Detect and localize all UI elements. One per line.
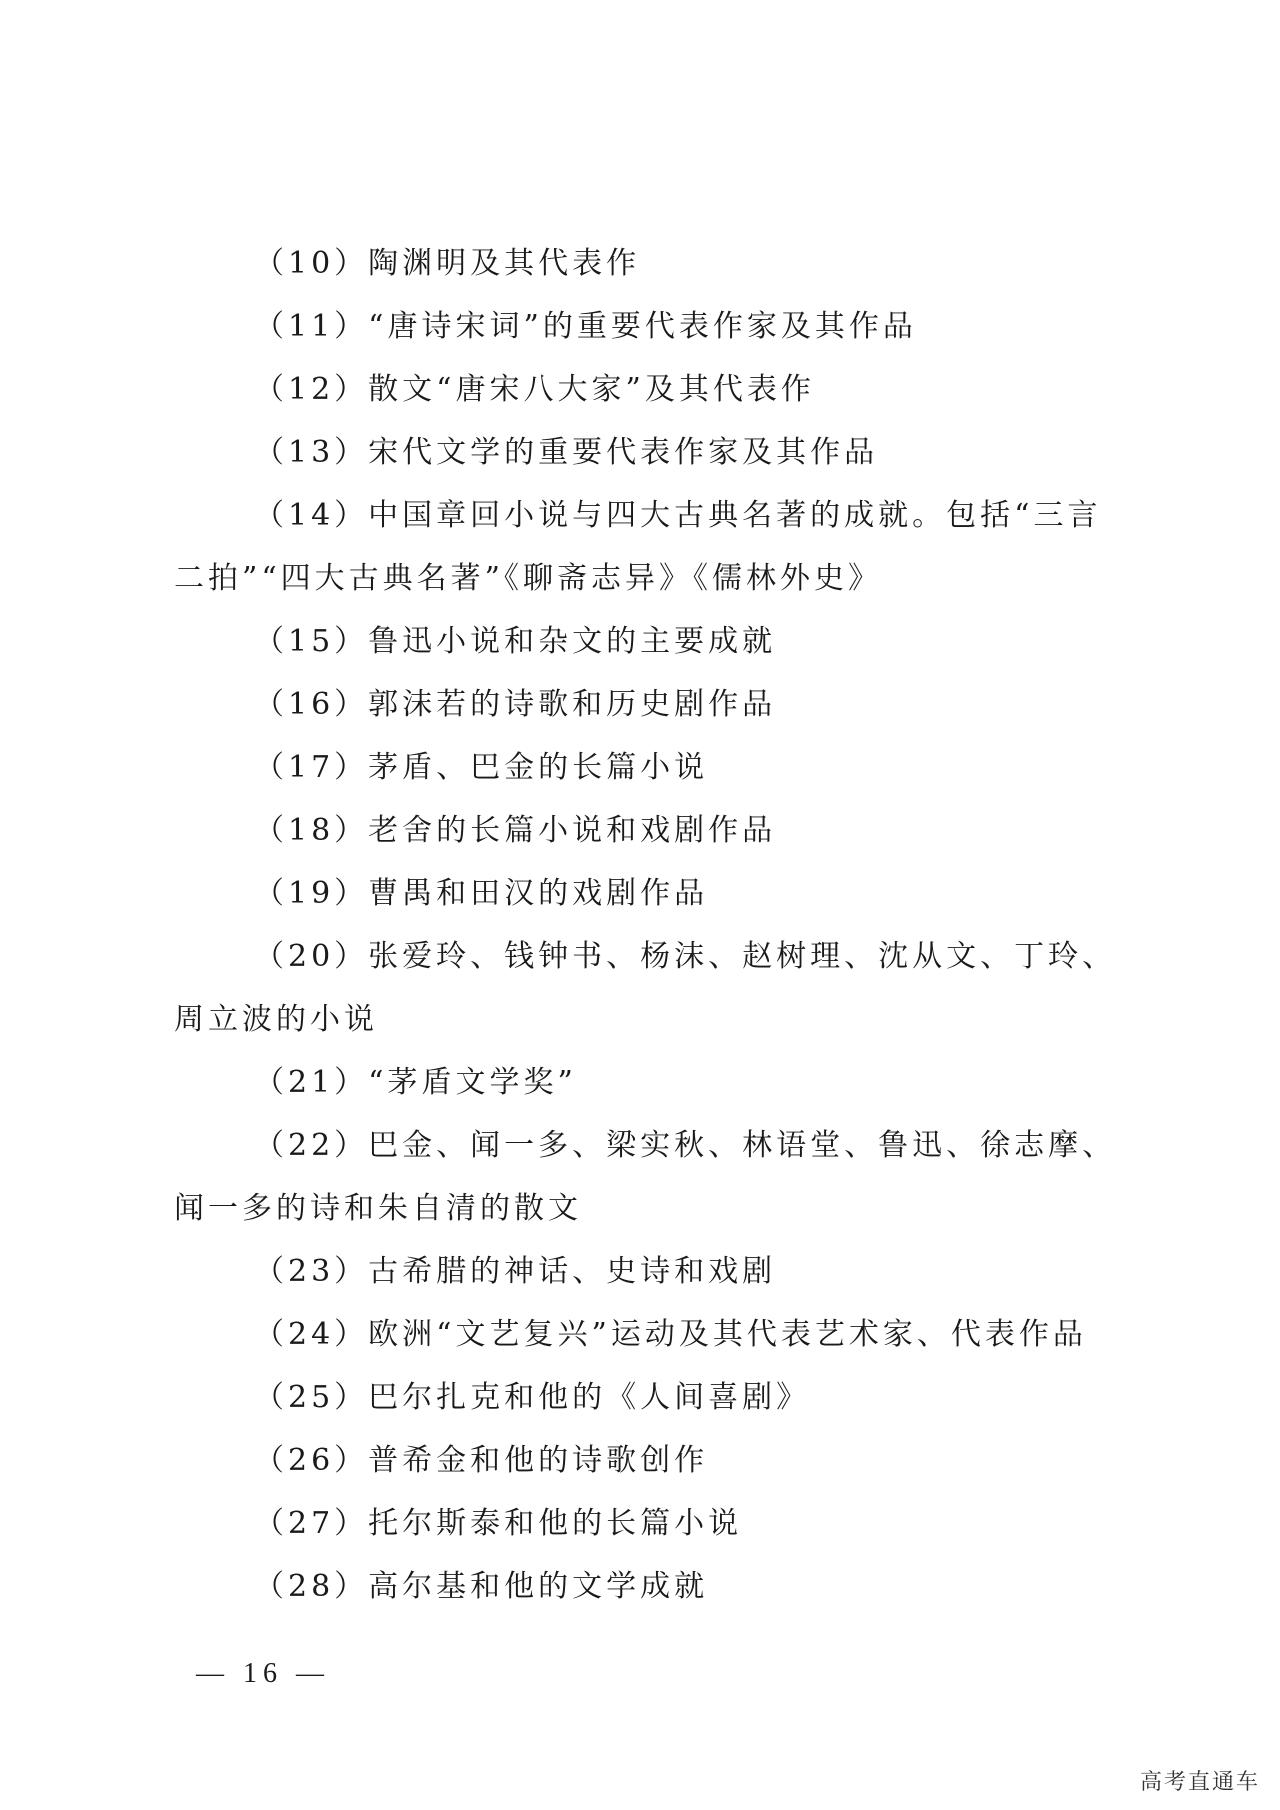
list-item: （11）“唐诗宋词”的重要代表作家及其作品 [254,309,917,344]
list-item: （22）巴金、闻一多、梁实秋、林语堂、鲁迅、徐志摩、闻一多的诗和朱自清的散文 [174,1128,1117,1226]
list-item: （12）散文“唐宋八大家”及其代表作 [254,372,815,407]
watermark-text: 高考直通车 [1136,1763,1264,1798]
document-body [174,232,1124,1618]
list-item: （13）宋代文学的重要代表作家及其作品 [254,435,879,470]
list-item: （19）曹禺和田汉的戏剧作品 [254,876,709,911]
list-item: （21）“茅盾文学奖” [254,1065,577,1100]
list-item: （27）托尔斯泰和他的长篇小说 [254,1506,743,1541]
list-item: （15）鲁迅小说和杂文的主要成就 [254,624,777,659]
page-number: — 16 — [196,1658,330,1689]
list-item: （24）欧洲“文艺复兴”运动及其代表艺术家、代表作品 [254,1317,1087,1352]
list-item: （14）中国章回小说与四大古典名著的成就。包括“三言二拍”“四大古典名著”《聊斋志异》《儒林外史》 [174,498,1102,596]
list-item: （16）郭沫若的诗歌和历史剧作品 [254,687,777,722]
list-item: （18）老舍的长篇小说和戏剧作品 [254,813,777,848]
list-item: （17）茅盾、巴金的长篇小说 [254,750,709,785]
list-item: （20）张爱玲、钱钟书、杨沫、赵树理、沈从文、丁玲、周立波的小说 [174,939,1117,1037]
list-item: （25）巴尔扎克和他的《人间喜剧》 [254,1380,811,1415]
list-item: （26）普希金和他的诗歌创作 [254,1443,709,1478]
list-item: （28）高尔基和他的文学成就 [254,1569,709,1604]
list-item: （10）陶渊明及其代表作 [254,246,641,281]
list-item: （23）古希腊的神话、史诗和戏剧 [254,1254,777,1289]
